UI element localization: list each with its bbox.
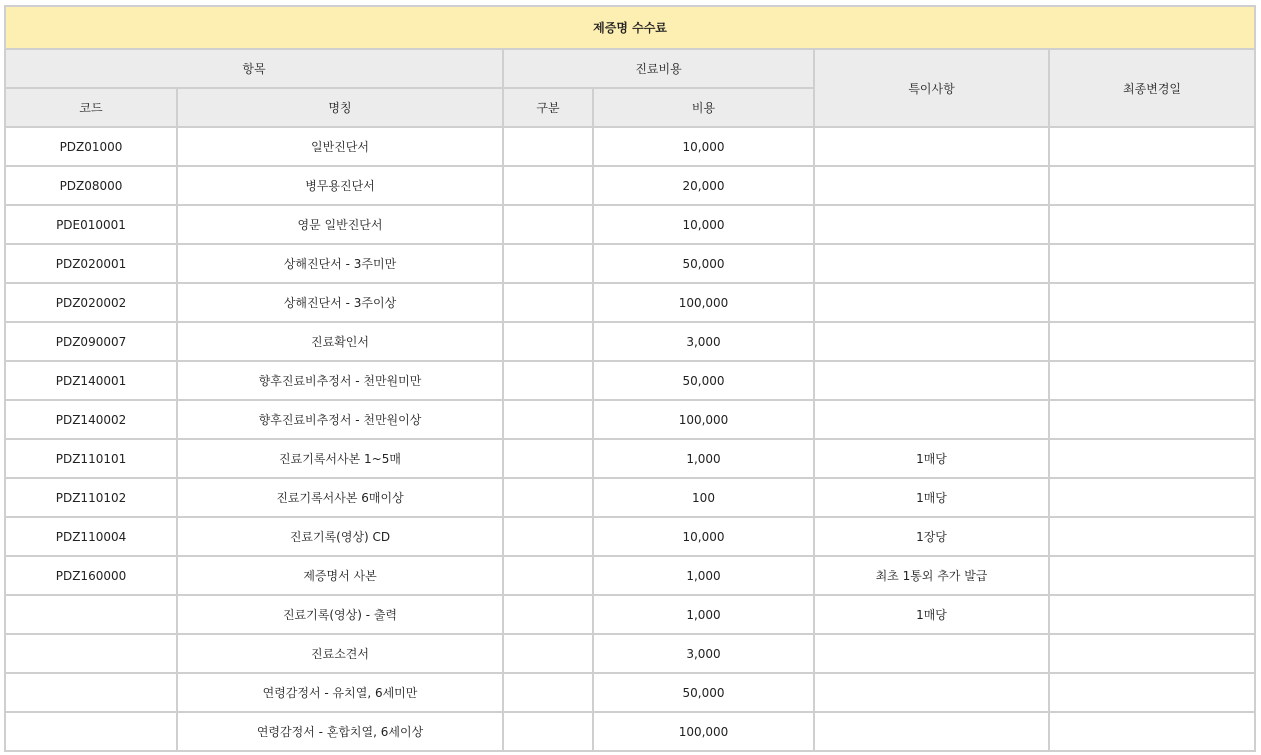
code-cell: PDZ08000 bbox=[5, 166, 177, 205]
table-row bbox=[5, 595, 1255, 634]
header-last-modified: 최종변경일 bbox=[1049, 49, 1255, 127]
date-cell bbox=[1049, 322, 1255, 361]
category-cell bbox=[503, 205, 593, 244]
category-cell bbox=[503, 361, 593, 400]
cost-cell: 3,000 bbox=[593, 634, 814, 673]
date-cell bbox=[1049, 361, 1255, 400]
note-cell: 최초 1통외 추가 발급 bbox=[814, 556, 1049, 595]
header-cost-group: 진료비용 bbox=[503, 49, 814, 88]
cost-cell: 1,000 bbox=[593, 439, 814, 478]
category-cell bbox=[503, 712, 593, 751]
table-row bbox=[5, 556, 1255, 595]
date-cell bbox=[1049, 634, 1255, 673]
name-cell: 상해진단서 - 3주미만 bbox=[177, 244, 503, 283]
table-row bbox=[5, 478, 1255, 517]
cost-cell: 10,000 bbox=[593, 205, 814, 244]
note-cell bbox=[814, 634, 1049, 673]
code-cell bbox=[5, 595, 177, 634]
category-cell bbox=[503, 283, 593, 322]
table-row bbox=[5, 127, 1255, 166]
table-title: 제증명 수수료 bbox=[5, 6, 1255, 49]
cost-cell: 10,000 bbox=[593, 127, 814, 166]
header-item-group: 항목 bbox=[5, 49, 503, 88]
code-cell: PDZ110101 bbox=[5, 439, 177, 478]
category-cell bbox=[503, 556, 593, 595]
code-cell: PDZ110102 bbox=[5, 478, 177, 517]
name-cell: 진료기록서사본 6매이상 bbox=[177, 478, 503, 517]
name-cell: 병무용진단서 bbox=[177, 166, 503, 205]
category-cell bbox=[503, 595, 593, 634]
cost-cell: 100,000 bbox=[593, 283, 814, 322]
name-cell: 진료소견서 bbox=[177, 634, 503, 673]
name-cell: 일반진단서 bbox=[177, 127, 503, 166]
cost-cell: 50,000 bbox=[593, 244, 814, 283]
note-cell bbox=[814, 166, 1049, 205]
note-cell: 1장당 bbox=[814, 517, 1049, 556]
cost-cell: 3,000 bbox=[593, 322, 814, 361]
name-cell: 향후진료비추정서 - 천만원미만 bbox=[177, 361, 503, 400]
table-row bbox=[5, 634, 1255, 673]
name-cell: 진료기록(영상) - 출력 bbox=[177, 595, 503, 634]
table-row bbox=[5, 712, 1255, 751]
code-cell bbox=[5, 673, 177, 712]
cost-cell: 20,000 bbox=[593, 166, 814, 205]
name-cell: 향후진료비추정서 - 천만원이상 bbox=[177, 400, 503, 439]
category-cell bbox=[503, 244, 593, 283]
note-cell: 1매당 bbox=[814, 595, 1049, 634]
category-cell bbox=[503, 634, 593, 673]
code-cell: PDZ110004 bbox=[5, 517, 177, 556]
certificate-fee-table bbox=[4, 5, 1256, 752]
cost-cell: 1,000 bbox=[593, 595, 814, 634]
header-name: 명칭 bbox=[177, 88, 503, 127]
date-cell bbox=[1049, 478, 1255, 517]
category-cell bbox=[503, 166, 593, 205]
table-row bbox=[5, 283, 1255, 322]
name-cell: 진료기록서사본 1~5매 bbox=[177, 439, 503, 478]
date-cell bbox=[1049, 400, 1255, 439]
code-cell: PDZ090007 bbox=[5, 322, 177, 361]
category-cell bbox=[503, 322, 593, 361]
cost-cell: 100,000 bbox=[593, 400, 814, 439]
header-code: 코드 bbox=[5, 88, 177, 127]
name-cell: 진료확인서 bbox=[177, 322, 503, 361]
code-cell bbox=[5, 634, 177, 673]
date-cell bbox=[1049, 595, 1255, 634]
code-cell: PDZ140001 bbox=[5, 361, 177, 400]
note-cell bbox=[814, 712, 1049, 751]
table-row bbox=[5, 517, 1255, 556]
date-cell bbox=[1049, 283, 1255, 322]
name-cell: 제증명서 사본 bbox=[177, 556, 503, 595]
table-row bbox=[5, 322, 1255, 361]
table-row bbox=[5, 673, 1255, 712]
name-cell: 연령감정서 - 유치열, 6세미만 bbox=[177, 673, 503, 712]
code-cell: PDZ020002 bbox=[5, 283, 177, 322]
table-row bbox=[5, 166, 1255, 205]
name-cell: 상해진단서 - 3주이상 bbox=[177, 283, 503, 322]
code-cell: PDZ01000 bbox=[5, 127, 177, 166]
category-cell bbox=[503, 439, 593, 478]
date-cell bbox=[1049, 439, 1255, 478]
code-cell: PDZ020001 bbox=[5, 244, 177, 283]
note-cell bbox=[814, 400, 1049, 439]
category-cell bbox=[503, 400, 593, 439]
name-cell: 연령감정서 - 혼합치열, 6세이상 bbox=[177, 712, 503, 751]
date-cell bbox=[1049, 556, 1255, 595]
table-row bbox=[5, 361, 1255, 400]
category-cell bbox=[503, 517, 593, 556]
note-cell: 1매당 bbox=[814, 478, 1049, 517]
date-cell bbox=[1049, 205, 1255, 244]
table-row bbox=[5, 439, 1255, 478]
note-cell bbox=[814, 244, 1049, 283]
note-cell bbox=[814, 673, 1049, 712]
cost-cell: 100,000 bbox=[593, 712, 814, 751]
note-cell bbox=[814, 361, 1049, 400]
fee-table-body bbox=[5, 127, 1255, 751]
note-cell: 1매당 bbox=[814, 439, 1049, 478]
date-cell bbox=[1049, 244, 1255, 283]
date-cell bbox=[1049, 712, 1255, 751]
code-cell: PDZ140002 bbox=[5, 400, 177, 439]
cost-cell: 1,000 bbox=[593, 556, 814, 595]
category-cell bbox=[503, 673, 593, 712]
cost-cell: 50,000 bbox=[593, 673, 814, 712]
date-cell bbox=[1049, 673, 1255, 712]
note-cell bbox=[814, 283, 1049, 322]
note-cell bbox=[814, 322, 1049, 361]
category-cell bbox=[503, 478, 593, 517]
name-cell: 영문 일반진단서 bbox=[177, 205, 503, 244]
table-row bbox=[5, 205, 1255, 244]
date-cell bbox=[1049, 166, 1255, 205]
code-cell: PDZ160000 bbox=[5, 556, 177, 595]
name-cell: 진료기록(영상) CD bbox=[177, 517, 503, 556]
fee-table-container bbox=[4, 5, 1254, 752]
code-cell: PDE010001 bbox=[5, 205, 177, 244]
code-cell bbox=[5, 712, 177, 751]
header-category: 구분 bbox=[503, 88, 593, 127]
note-cell bbox=[814, 127, 1049, 166]
date-cell bbox=[1049, 127, 1255, 166]
table-row bbox=[5, 400, 1255, 439]
table-row bbox=[5, 244, 1255, 283]
header-cost: 비용 bbox=[593, 88, 814, 127]
note-cell bbox=[814, 205, 1049, 244]
category-cell bbox=[503, 127, 593, 166]
cost-cell: 100 bbox=[593, 478, 814, 517]
date-cell bbox=[1049, 517, 1255, 556]
cost-cell: 50,000 bbox=[593, 361, 814, 400]
header-note: 특이사항 bbox=[814, 49, 1049, 127]
cost-cell: 10,000 bbox=[593, 517, 814, 556]
